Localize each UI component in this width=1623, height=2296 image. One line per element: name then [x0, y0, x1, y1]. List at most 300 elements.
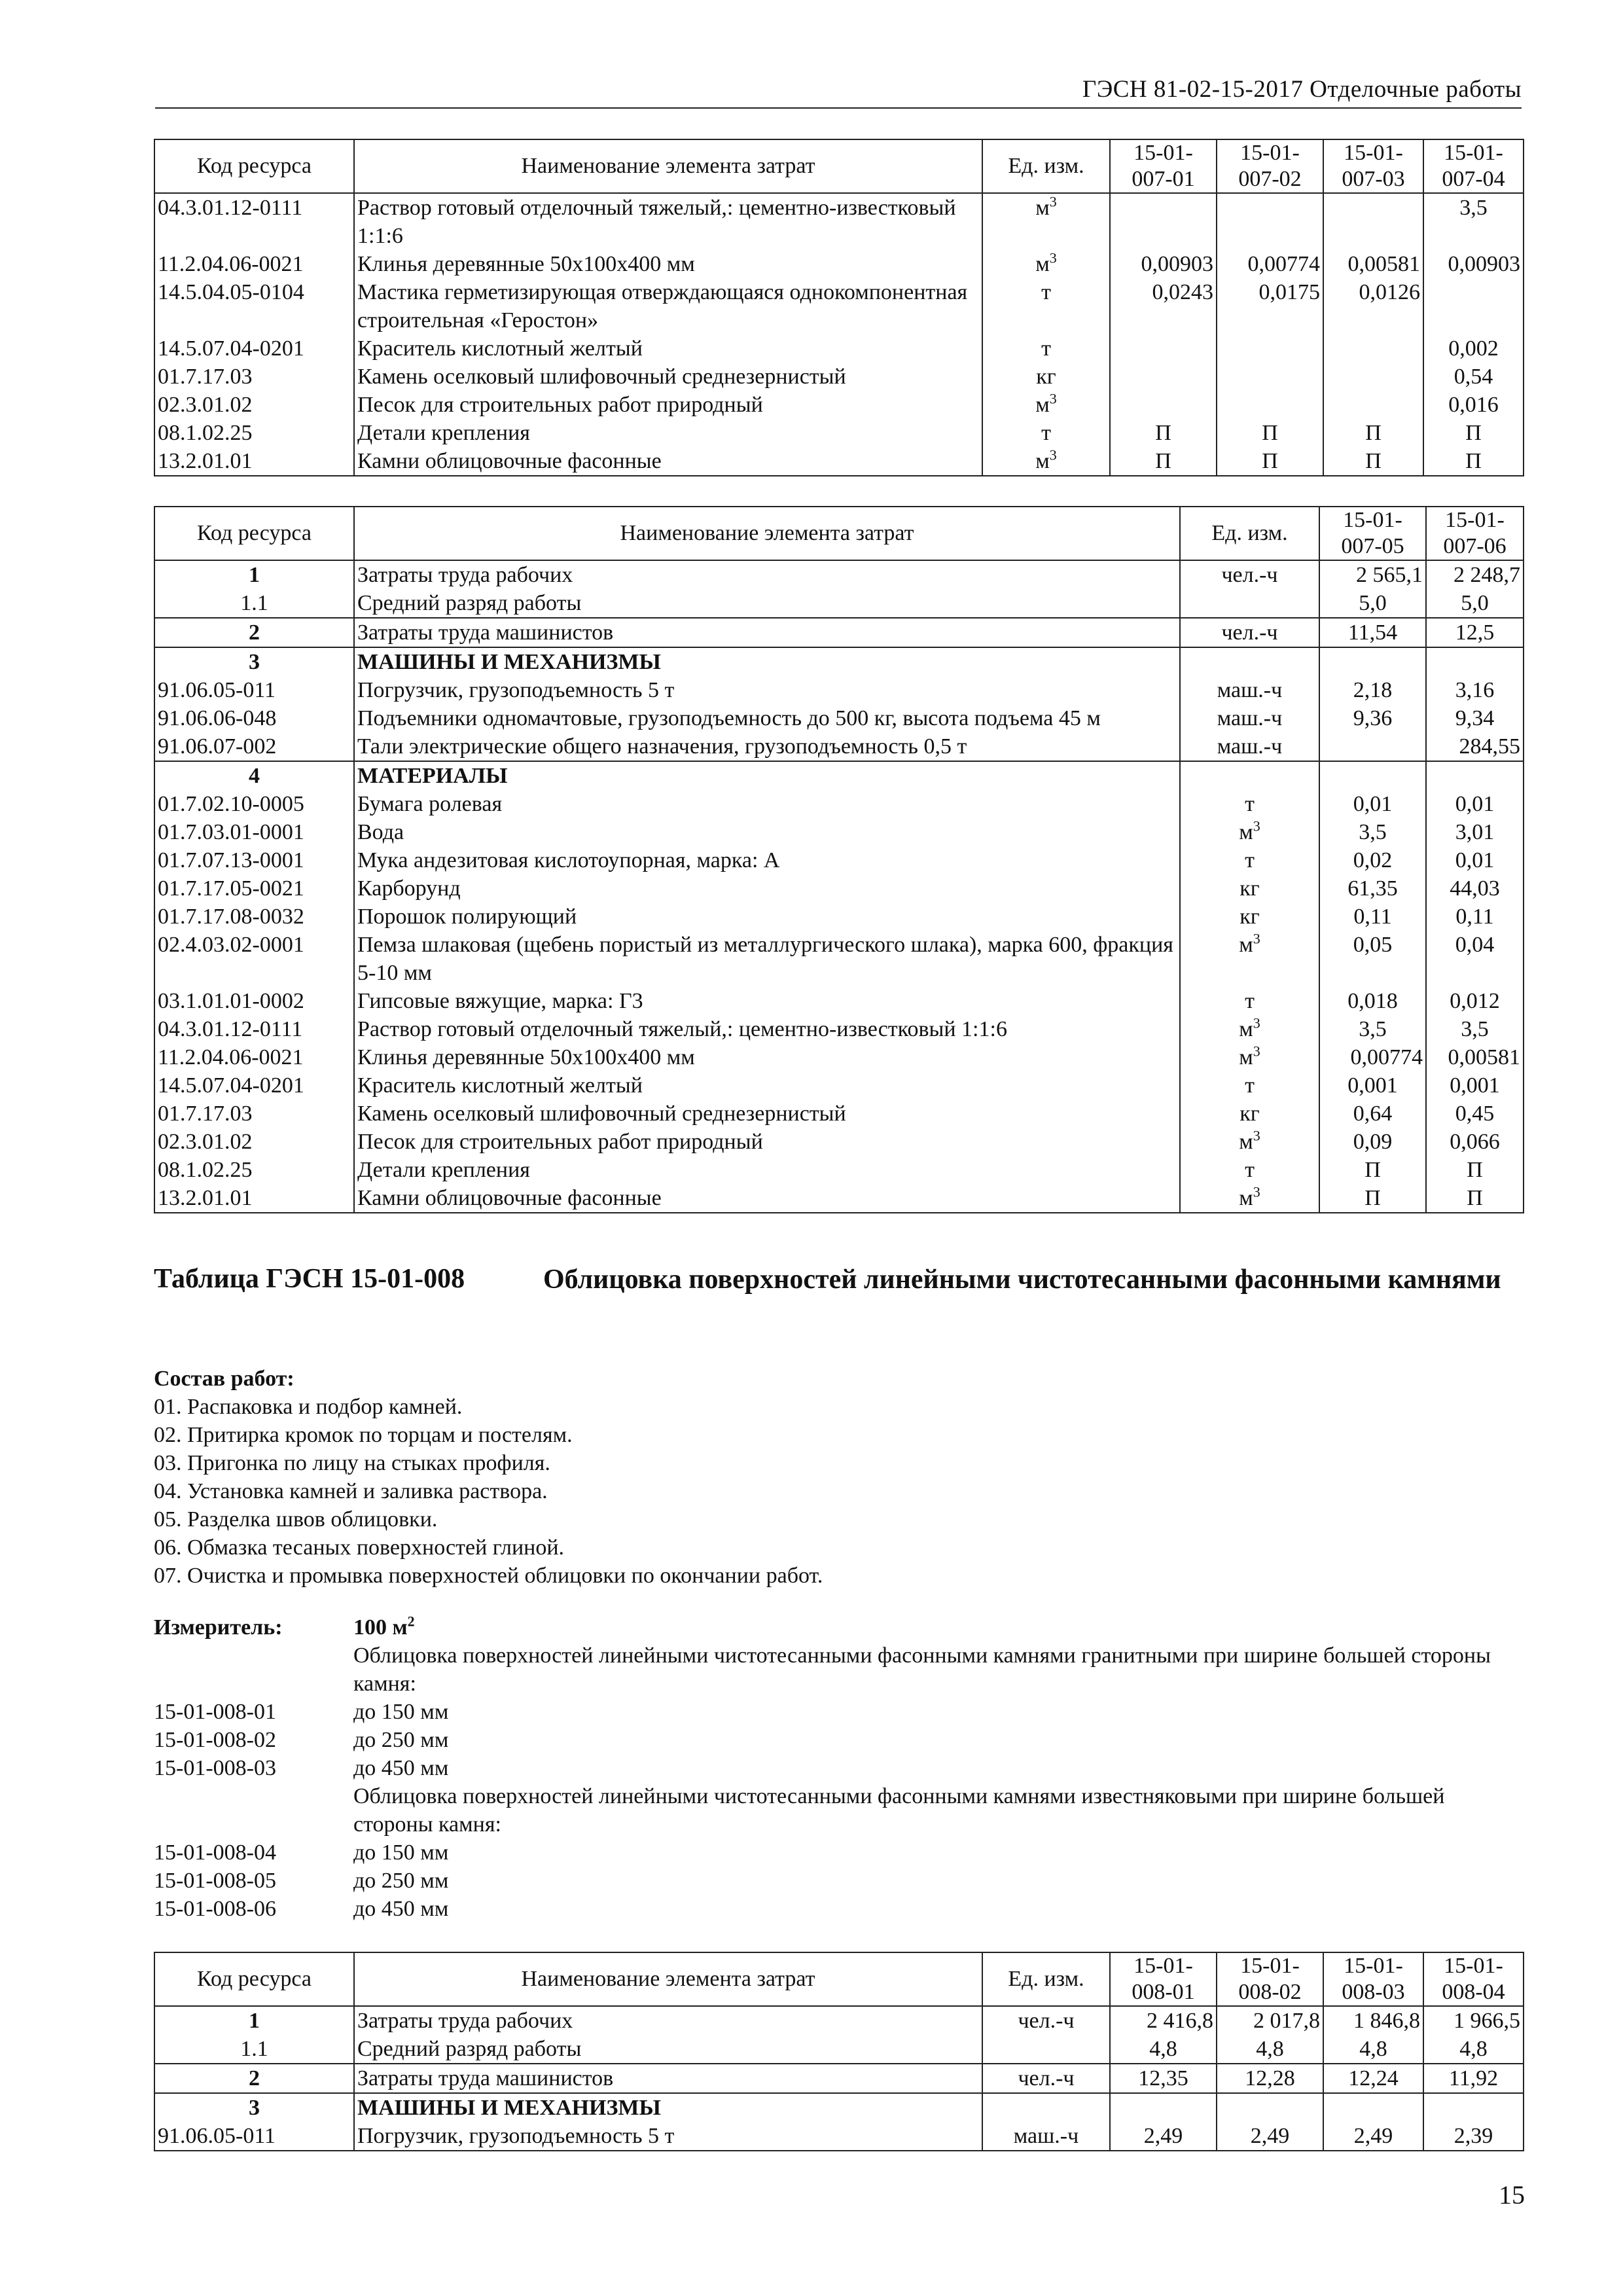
header-col: 15-01- 008-04	[1423, 1952, 1524, 2006]
cell-unit: $м^3$	[982, 193, 1110, 250]
cell-name: Мука андезитовая кислотоупорная, марка: А	[354, 846, 1180, 874]
cell-value: 11,92	[1423, 2064, 1524, 2093]
cell-unit	[1180, 761, 1319, 790]
table-row	[154, 846, 1524, 874]
cell-value: 1 846,8	[1323, 2006, 1423, 2035]
work-item: 03. Пригонка по лицу на стыках профиля.	[154, 1451, 550, 1475]
cell-code: 08.1.02.25	[154, 419, 354, 447]
cell-code: 01.7.07.13-0001	[154, 846, 354, 874]
cell-value: 0,00903	[1110, 250, 1217, 278]
header-col: 15-01- 007-03	[1323, 139, 1423, 193]
measure-code: 15-01-008-05	[154, 1869, 276, 1893]
header-col: 15-01- 007-01	[1110, 139, 1217, 193]
resource-table-008-01-04	[154, 1952, 1524, 2151]
cell-value	[1217, 2093, 1323, 2122]
cell-value	[1217, 363, 1323, 391]
cell-name: Камень оселковый шлифовочный среднезернистый	[354, 1100, 1180, 1128]
measure-code: 15-01-008-03	[154, 1756, 276, 1780]
header-code: Код ресурса	[154, 1952, 354, 2006]
cell-unit	[1180, 589, 1319, 618]
header-col: 15-01- 008-02	[1217, 1952, 1323, 2006]
cell-name: Клинья деревянные 50х100х400 мм	[354, 1043, 1180, 1071]
cell-unit: $м^3$	[1180, 931, 1319, 987]
measure-row	[154, 1839, 1522, 1867]
cell-value: 3,16	[1426, 676, 1524, 704]
cell-value: 0,00903	[1423, 250, 1524, 278]
table-row	[154, 618, 1524, 647]
cell-unit: $м^3$	[1180, 1128, 1319, 1156]
cell-code: 02.3.01.02	[154, 1128, 354, 1156]
cell-value: П	[1423, 447, 1524, 476]
resource-table-007-05-06	[154, 506, 1524, 1213]
cell-value: П	[1426, 1184, 1524, 1213]
table-row	[154, 2093, 1524, 2122]
cell-unit: маш.-ч	[982, 2122, 1110, 2151]
cell-value: 0,002	[1423, 334, 1524, 363]
table-row	[154, 761, 1524, 790]
cell-value	[1110, 2093, 1217, 2122]
cell-unit: маш.-ч	[1180, 732, 1319, 761]
table-row	[154, 419, 1524, 447]
cell-code: 04.3.01.12-0111	[154, 193, 354, 250]
cell-name: Затраты труда рабочих	[354, 560, 1180, 589]
cell-unit: кг	[982, 363, 1110, 391]
cell-name: Средний разряд работы	[354, 589, 1180, 618]
table-row	[154, 2064, 1524, 2093]
header-name: Наименование элемента затрат	[354, 1952, 982, 2006]
header-unit: Ед. изм.	[982, 1952, 1110, 2006]
measure-label: Измеритель:	[154, 1615, 283, 1640]
cell-value: 0,066	[1426, 1128, 1524, 1156]
cell-code: 3	[154, 2093, 354, 2122]
measure-row	[154, 1726, 1522, 1754]
cell-value: 2,49	[1323, 2122, 1423, 2151]
cell-name: Песок для строительных работ природный	[354, 391, 982, 419]
cell-name: МАШИНЫ И МЕХАНИЗМЫ	[354, 2093, 982, 2122]
cell-value: 12,35	[1110, 2064, 1217, 2093]
cell-value	[1319, 732, 1426, 761]
cell-code: 08.1.02.25	[154, 1156, 354, 1184]
table-row	[154, 1100, 1524, 1128]
header-name: Наименование элемента затрат	[354, 139, 982, 193]
table-header-row	[154, 507, 1524, 560]
measure-code: 15-01-008-06	[154, 1897, 276, 1921]
cell-value: 0,001	[1426, 1071, 1524, 1100]
cell-unit: т	[982, 334, 1110, 363]
cell-value: 2,18	[1319, 676, 1426, 704]
cell-value: 2 248,7	[1426, 560, 1524, 589]
table-row	[154, 676, 1524, 704]
measure-text: до 150 мм	[353, 1840, 449, 1865]
cell-value: 12,24	[1323, 2064, 1423, 2093]
cell-unit: $м^3$	[982, 447, 1110, 476]
cell-name: Детали крепления	[354, 419, 982, 447]
cell-value: 0,64	[1319, 1100, 1426, 1128]
cell-code: 1	[154, 560, 354, 589]
cell-code: 91.06.05-011	[154, 676, 354, 704]
table-row	[154, 790, 1524, 818]
cell-value: 4,8	[1423, 2035, 1524, 2064]
cell-value: П	[1110, 419, 1217, 447]
cell-code: 02.4.03.02-0001	[154, 931, 354, 987]
cell-value: 2 565,1	[1319, 560, 1426, 589]
table-id: Таблица ГЭСН 15-01-008	[154, 1264, 465, 1294]
measure-code: 15-01-008-02	[154, 1728, 276, 1752]
header-unit: Ед. изм.	[982, 139, 1110, 193]
cell-unit: $м^3$	[982, 250, 1110, 278]
table-row	[154, 391, 1524, 419]
cell-code: 11.2.04.06-0021	[154, 1043, 354, 1071]
cell-value	[1217, 193, 1323, 250]
cell-unit: $м^3$	[1180, 1184, 1319, 1213]
cell-value: 3,5	[1319, 1015, 1426, 1043]
header-col: 15-01- 008-01	[1110, 1952, 1217, 2006]
cell-value: 0,0243	[1110, 278, 1217, 334]
cell-value	[1426, 761, 1524, 790]
cell-value	[1110, 363, 1217, 391]
cell-name: МАТЕРИАЛЫ	[354, 761, 1180, 790]
cell-value: 3,5	[1319, 818, 1426, 846]
measure-section	[154, 1613, 1522, 1923]
measure-text: до 250 мм	[353, 1728, 449, 1752]
cell-name: Затраты труда машинистов	[354, 618, 1180, 647]
cell-code: 13.2.01.01	[154, 447, 354, 476]
cell-value: 0,0126	[1323, 278, 1423, 334]
cell-code: 1.1	[154, 2035, 354, 2064]
cell-value: 0,01	[1426, 790, 1524, 818]
cell-name: Краситель кислотный желтый	[354, 334, 982, 363]
cell-value: 0,00774	[1217, 250, 1323, 278]
cell-value: 44,03	[1426, 874, 1524, 903]
table-row	[154, 2035, 1524, 2064]
cell-code: 13.2.01.01	[154, 1184, 354, 1213]
cell-unit: т	[982, 278, 1110, 334]
cell-name: Подъемники одномачтовые, грузоподъемность до 500 кг, высота подъема 45 м	[354, 704, 1180, 732]
cell-name: Затраты труда машинистов	[354, 2064, 982, 2093]
table-row	[154, 447, 1524, 476]
cell-code: 2	[154, 618, 354, 647]
cell-code: 01.7.03.01-0001	[154, 818, 354, 846]
cell-value: 3,01	[1426, 818, 1524, 846]
table-row	[154, 589, 1524, 618]
measure-row	[154, 1754, 1522, 1782]
cell-unit: чел.-ч	[982, 2064, 1110, 2093]
cell-value: 61,35	[1319, 874, 1426, 903]
table-row	[154, 193, 1524, 250]
cell-value: 0,001	[1319, 1071, 1426, 1100]
cell-value	[1323, 334, 1423, 363]
cell-value: 0,01	[1426, 846, 1524, 874]
table-row	[154, 647, 1524, 676]
header-code: Код ресурса	[154, 139, 354, 193]
measure-code: 15-01-008-01	[154, 1700, 276, 1724]
cell-unit: кг	[1180, 1100, 1319, 1128]
cell-name: Бумага ролевая	[354, 790, 1180, 818]
measure-row	[154, 1782, 1522, 1839]
cell-code: 14.5.07.04-0201	[154, 1071, 354, 1100]
cell-value: 4,8	[1110, 2035, 1217, 2064]
table-row	[154, 334, 1524, 363]
cell-unit	[982, 2035, 1110, 2064]
work-item: 07. Очистка и промывка поверхностей облицовки по окончании работ.	[154, 1564, 823, 1588]
cell-unit: т	[1180, 987, 1319, 1015]
cell-name: Клинья деревянные 50х100х400 мм	[354, 250, 982, 278]
cell-value: 284,55	[1426, 732, 1524, 761]
cell-name: Песок для строительных работ природный	[354, 1128, 1180, 1156]
cell-unit: т	[1180, 846, 1319, 874]
table-row	[154, 732, 1524, 761]
cell-name: Вода	[354, 818, 1180, 846]
cell-value: 0,0175	[1217, 278, 1323, 334]
cell-value: П	[1217, 419, 1323, 447]
measure-row	[154, 1867, 1522, 1895]
measure-row	[154, 1641, 1522, 1698]
measure-code: 15-01-008-04	[154, 1840, 276, 1865]
cell-value: 11,54	[1319, 618, 1426, 647]
cell-value: П	[1323, 447, 1423, 476]
page-number: 15	[1499, 2180, 1525, 2210]
cell-value: 2,49	[1217, 2122, 1323, 2151]
cell-value	[1423, 2093, 1524, 2122]
table-row	[154, 1184, 1524, 1213]
cell-value: П	[1319, 1156, 1426, 1184]
cell-value	[1319, 761, 1426, 790]
table-row	[154, 1071, 1524, 1100]
cell-value: 0,016	[1423, 391, 1524, 419]
table-row	[154, 2006, 1524, 2035]
cell-unit: т	[982, 419, 1110, 447]
cell-value: 0,11	[1319, 903, 1426, 931]
cell-value: 3,5	[1423, 193, 1524, 250]
cell-unit	[982, 2093, 1110, 2122]
measure-text: Облицовка поверхностей линейными чистотесанными фасонными камнями известняковыми при ширине большей стороны камня:	[353, 1784, 1445, 1837]
cell-value: 0,54	[1423, 363, 1524, 391]
cell-code: 1.1	[154, 589, 354, 618]
table-row	[154, 363, 1524, 391]
cell-value: 0,00581	[1426, 1043, 1524, 1071]
header-col: 15-01- 007-05	[1319, 507, 1426, 560]
cell-value: 2,39	[1423, 2122, 1524, 2151]
header-col: 15-01- 007-04	[1423, 139, 1524, 193]
cell-code: 01.7.17.03	[154, 363, 354, 391]
cell-name: Гипсовые вяжущие, марка: Г3	[354, 987, 1180, 1015]
cell-value: 9,36	[1319, 704, 1426, 732]
cell-value: 0,04	[1426, 931, 1524, 987]
table-row	[154, 903, 1524, 931]
cell-name: Затраты труда рабочих	[354, 2006, 982, 2035]
table-row	[154, 2122, 1524, 2151]
cell-value: 5,0	[1426, 589, 1524, 618]
cell-name: Камни облицовочные фасонные	[354, 447, 982, 476]
cell-unit: $м^3$	[1180, 818, 1319, 846]
works-label: Состав работ:	[154, 1367, 294, 1391]
cell-value: 2 017,8	[1217, 2006, 1323, 2035]
cell-value	[1323, 193, 1423, 250]
running-header-text: ГЭСН 81-02-15-2017 Отделочные работы	[1082, 76, 1522, 103]
table-row	[154, 874, 1524, 903]
cell-name: Средний разряд работы	[354, 2035, 982, 2064]
cell-value: П	[1110, 447, 1217, 476]
cell-value	[1217, 334, 1323, 363]
cell-value: П	[1423, 419, 1524, 447]
works-section	[154, 1365, 823, 1590]
table-row	[154, 250, 1524, 278]
cell-name: Карборунд	[354, 874, 1180, 903]
cell-value: 0,05	[1319, 931, 1426, 987]
cell-value: 2 416,8	[1110, 2006, 1217, 2035]
cell-value	[1323, 2093, 1423, 2122]
cell-unit: т	[1180, 1071, 1319, 1100]
cell-unit: маш.-ч	[1180, 704, 1319, 732]
header-col: 15-01- 008-03	[1323, 1952, 1423, 2006]
cell-code: 01.7.17.05-0021	[154, 874, 354, 903]
table-row	[154, 931, 1524, 987]
cell-value: П	[1319, 1184, 1426, 1213]
table-row	[154, 1156, 1524, 1184]
table-row	[154, 1128, 1524, 1156]
cell-unit: чел.-ч	[982, 2006, 1110, 2035]
measure-text: до 150 мм	[353, 1700, 449, 1724]
measure-value: 100 $м^2$	[353, 1613, 415, 1640]
cell-value	[1110, 193, 1217, 250]
cell-value: 0,01	[1319, 790, 1426, 818]
table-row	[154, 987, 1524, 1015]
table-title: Облицовка поверхностей линейными чистотесанными фасонными камнями	[543, 1265, 1501, 1295]
header-code: Код ресурса	[154, 507, 354, 560]
cell-name: Погрузчик, грузоподъемность 5 т	[354, 676, 1180, 704]
table-row	[154, 818, 1524, 846]
cell-value: 0,02	[1319, 846, 1426, 874]
cell-value: 1 966,5	[1423, 2006, 1524, 2035]
table-row	[154, 278, 1524, 334]
cell-code: 04.3.01.12-0111	[154, 1015, 354, 1043]
cell-code: 01.7.17.03	[154, 1100, 354, 1128]
cell-code: 91.06.06-048	[154, 704, 354, 732]
cell-unit: кг	[1180, 874, 1319, 903]
cell-unit: $м^3$	[1180, 1043, 1319, 1071]
cell-value: 0,012	[1426, 987, 1524, 1015]
cell-code: 91.06.07-002	[154, 732, 354, 761]
cell-value	[1110, 391, 1217, 419]
cell-value: 5,0	[1319, 589, 1426, 618]
cell-value: П	[1323, 419, 1423, 447]
header-col: 15-01- 007-06	[1426, 507, 1524, 560]
cell-unit: $м^3$	[982, 391, 1110, 419]
measure-text: до 450 мм	[353, 1756, 449, 1780]
work-item: 05. Разделка швов облицовки.	[154, 1507, 438, 1532]
cell-value	[1217, 391, 1323, 419]
cell-value: 12,5	[1426, 618, 1524, 647]
measure-row	[154, 1895, 1522, 1923]
cell-value: 0,018	[1319, 987, 1426, 1015]
cell-code: 14.5.07.04-0201	[154, 334, 354, 363]
measure-text: до 450 мм	[353, 1897, 449, 1921]
cell-value: 0,11	[1426, 903, 1524, 931]
cell-value: 3,5	[1426, 1015, 1524, 1043]
cell-unit: чел.-ч	[1180, 560, 1319, 589]
cell-value: 4,8	[1217, 2035, 1323, 2064]
table-row	[154, 560, 1524, 589]
cell-value: 0,00774	[1319, 1043, 1426, 1071]
cell-name: Раствор готовый отделочный тяжелый,: цементно-известковый 1:1:6	[354, 193, 982, 250]
cell-name: Краситель кислотный желтый	[354, 1071, 1180, 1100]
cell-value: 0,09	[1319, 1128, 1426, 1156]
cell-code: 4	[154, 761, 354, 790]
cell-name: Камни облицовочные фасонные	[354, 1184, 1180, 1213]
cell-unit: $м^3$	[1180, 1015, 1319, 1043]
cell-name: Детали крепления	[354, 1156, 1180, 1184]
cell-value: 2,49	[1110, 2122, 1217, 2151]
table-header-row	[154, 1952, 1524, 2006]
table-row	[154, 1015, 1524, 1043]
cell-code: 01.7.17.08-0032	[154, 903, 354, 931]
cell-code: 11.2.04.06-0021	[154, 250, 354, 278]
cell-name: Мастика герметизирующая отверждающаяся однокомпонентная строительная «Геростон»	[354, 278, 982, 334]
cell-unit: маш.-ч	[1180, 676, 1319, 704]
work-item: 04. Установка камней и заливка раствора.	[154, 1479, 548, 1503]
cell-unit: чел.-ч	[1180, 618, 1319, 647]
cell-unit: т	[1180, 790, 1319, 818]
work-item: 06. Обмазка тесаных поверхностей глиной.	[154, 1535, 565, 1560]
cell-unit	[1180, 647, 1319, 676]
cell-code: 2	[154, 2064, 354, 2093]
cell-name: Порошок полирующий	[354, 903, 1180, 931]
table-row	[154, 704, 1524, 732]
cell-code: 1	[154, 2006, 354, 2035]
cell-value	[1423, 278, 1524, 334]
cell-code: 3	[154, 647, 354, 676]
cell-value: 0,45	[1426, 1100, 1524, 1128]
cell-code: 14.5.04.05-0104	[154, 278, 354, 334]
cell-name: Пемза шлаковая (щебень пористый из металлургического шлака), марка 600, фракция 5-10 мм	[354, 931, 1180, 987]
cell-name: Камень оселковый шлифовочный среднезернистый	[354, 363, 982, 391]
cell-code: 01.7.02.10-0005	[154, 790, 354, 818]
cell-value	[1110, 334, 1217, 363]
header-unit: Ед. изм.	[1180, 507, 1319, 560]
cell-name: Погрузчик, грузоподъемность 5 т	[354, 2122, 982, 2151]
cell-code: 03.1.01.01-0002	[154, 987, 354, 1015]
cell-value	[1426, 647, 1524, 676]
header-name: Наименование элемента затрат	[354, 507, 1180, 560]
header-col: 15-01- 007-02	[1217, 139, 1323, 193]
cell-value: 4,8	[1323, 2035, 1423, 2064]
measure-rows	[154, 1641, 1522, 1923]
running-header	[155, 73, 1522, 109]
cell-name: МАШИНЫ И МЕХАНИЗМЫ	[354, 647, 1180, 676]
measure-text: Облицовка поверхностей линейными чистотесанными фасонными камнями гранитными при ширине большей стороны камня:	[353, 1643, 1491, 1696]
cell-value: 0,00581	[1323, 250, 1423, 278]
cell-value: П	[1426, 1156, 1524, 1184]
cell-code: 02.3.01.02	[154, 391, 354, 419]
cell-value	[1323, 363, 1423, 391]
measure-text: до 250 мм	[353, 1869, 449, 1893]
cell-code: 91.06.05-011	[154, 2122, 354, 2151]
resource-table-007-01-04	[154, 139, 1524, 476]
cell-value: 9,34	[1426, 704, 1524, 732]
work-item: 02. Притирка кромок по торцам и постелям.	[154, 1423, 573, 1447]
cell-value	[1319, 647, 1426, 676]
cell-value: П	[1217, 447, 1323, 476]
table-header-row	[154, 139, 1524, 193]
cell-value	[1323, 391, 1423, 419]
measure-row	[154, 1698, 1522, 1726]
cell-unit: кг	[1180, 903, 1319, 931]
table-row	[154, 1043, 1524, 1071]
cell-unit: т	[1180, 1156, 1319, 1184]
cell-name: Раствор готовый отделочный тяжелый,: цементно-известковый 1:1:6	[354, 1015, 1180, 1043]
works-list	[154, 1393, 823, 1590]
cell-name: Тали электрические общего назначения, грузоподъемность 0,5 т	[354, 732, 1180, 761]
